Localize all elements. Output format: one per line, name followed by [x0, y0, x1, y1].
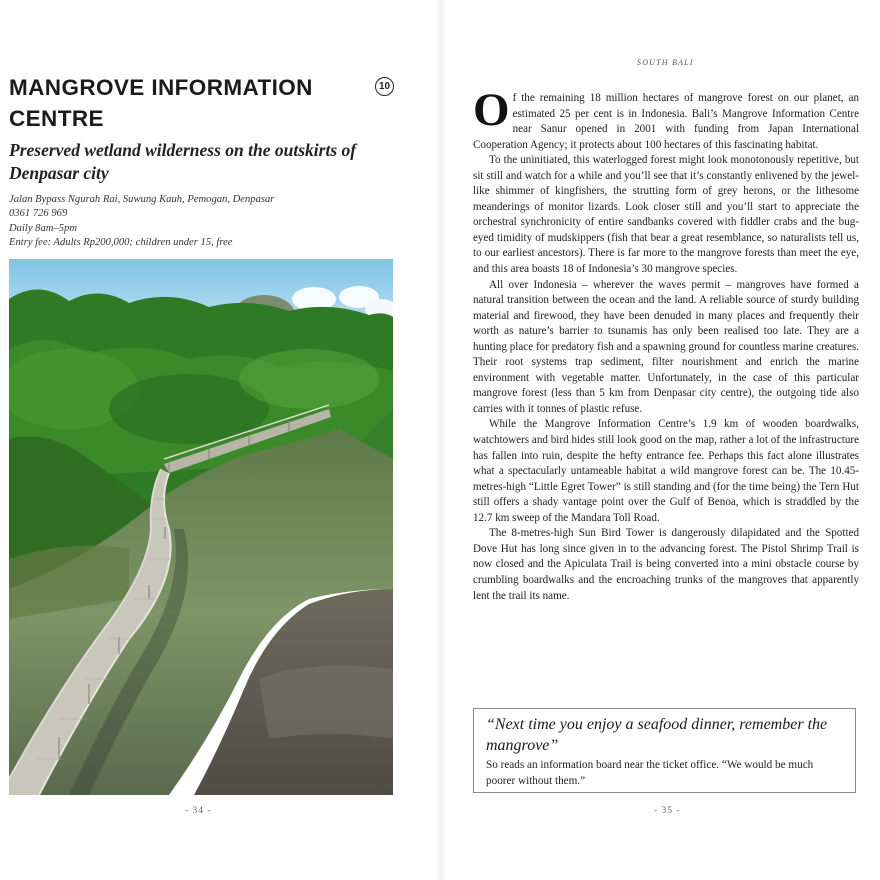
page-number: - 35 -: [654, 806, 681, 816]
paragraph: Of the remaining 18 million hectares of mangrove forest on our planet, an estimated 25 per cent is in Indonesia. Bali’s Mangrove Information Centre near Sanur opened in 2001 with funding from Japan International Cooperation Agency; it protects about 100 hectares of this fascinating habitat.: [473, 84, 859, 151]
mangrove-boardwalk-photo: [9, 259, 393, 795]
pull-quote: “Next time you enjoy a seafood dinner, remember the mangrove”: [486, 716, 828, 754]
paragraph: All over Indonesia – wherever the waves permit – mangroves have formed a natural transition between the ocean and the land. A reliable source of sturdy building material and firewood, they have been denuded in many places and frequently their worth as nature’s barrier to tsunamis has only been realised too late. They are a hunting place for predatory fish and a spawning ground for countless marine creatures. Their root systems trap sediment, filter nourishment and enrich the marine environment with vegetable matter. Unfortunately, in the case of this particular mangrove forest (less than 5 km from Denpasar city centre), the outgoing tide also carries with it tonnes of plastic refuse.: [473, 278, 859, 415]
paragraph: While the Mangrove Information Centre’s 1.9 km of wooden boardwalks, watchtowers and bird hides still look good on the map, rather a lot of the infrastructure has fallen into ruin, despite the hefty entrance fee. Perhaps this fact alone illustrates what a spectacularly untameable habitat a wild mangrove forest can be. The 10.45-metres-high “Little Egret Tower” is still standing and (for the time being) the Tern Hut still offers a shady vantage point over the Gulf of Benoa, which is straddled by the 12.7 km sweep of the Mandara Toll Road.: [473, 418, 859, 524]
running-head: SOUTH BALI: [637, 58, 694, 67]
paragraph: The 8-metres-high Sun Bird Tower is dangerously dilapidated and the Spotted Dove Hut has long since given in to the advancing forest. The Pistol Shrimp Trail is now closed and the Apiculata Trail is being converted into a mini obstacle course by crumbling boardwalks and the encroaching trunks of the mangroves that apparently lent the trail its name.: [473, 527, 859, 602]
page-subtitle: Preserved wetland wilderness on the outskirts of Denpasar city: [9, 140, 357, 183]
visitor-info: [9, 193, 389, 250]
pull-quote-caption: So reads an information board near the ticket office. “We would be much poorer without them.”: [486, 759, 814, 787]
article-body: [473, 84, 859, 604]
info-phone: 0361 726 969: [9, 208, 68, 220]
page-number: - 34 -: [185, 806, 212, 816]
info-entry-fee: Entry fee: Adults Rp200,000; children under 15, free: [9, 236, 233, 248]
drop-cap: O: [473, 84, 510, 136]
info-hours: Daily 8am–5pm: [9, 222, 77, 234]
entry-number-badge: 10: [375, 77, 394, 96]
info-address: Jalan Bypass Ngurah Rai, Suwung Kauh, Pemogan, Denpasar: [9, 194, 275, 205]
page-title: MANGROVE INFORMATION CENTRE: [9, 75, 313, 131]
pull-quote-box: [473, 708, 856, 793]
paragraph: To the uninitiated, this waterlogged forest might look monotonously repetitive, but sit still and watch for a while and you’ll see that it’s constantly enlivened by the jewel-like shimmer of kingfishers, the strutting form of grey herons, or the lithesome meanderings of monitor lizards. Look closer still and you’ll start to appreciate the orchestral synchronicity of entire sandbanks covered with fiddler crabs and the bug-eyed timidity of mudskippers (fish that bear a great resemblance, so naturalists tell us, to our earliest ancestors). There is far more to the mangrove forests than meet the eye, and this area boasts 18 of Indonesia’s 30 mangrove species.: [473, 154, 859, 276]
right-page: [440, 0, 880, 880]
